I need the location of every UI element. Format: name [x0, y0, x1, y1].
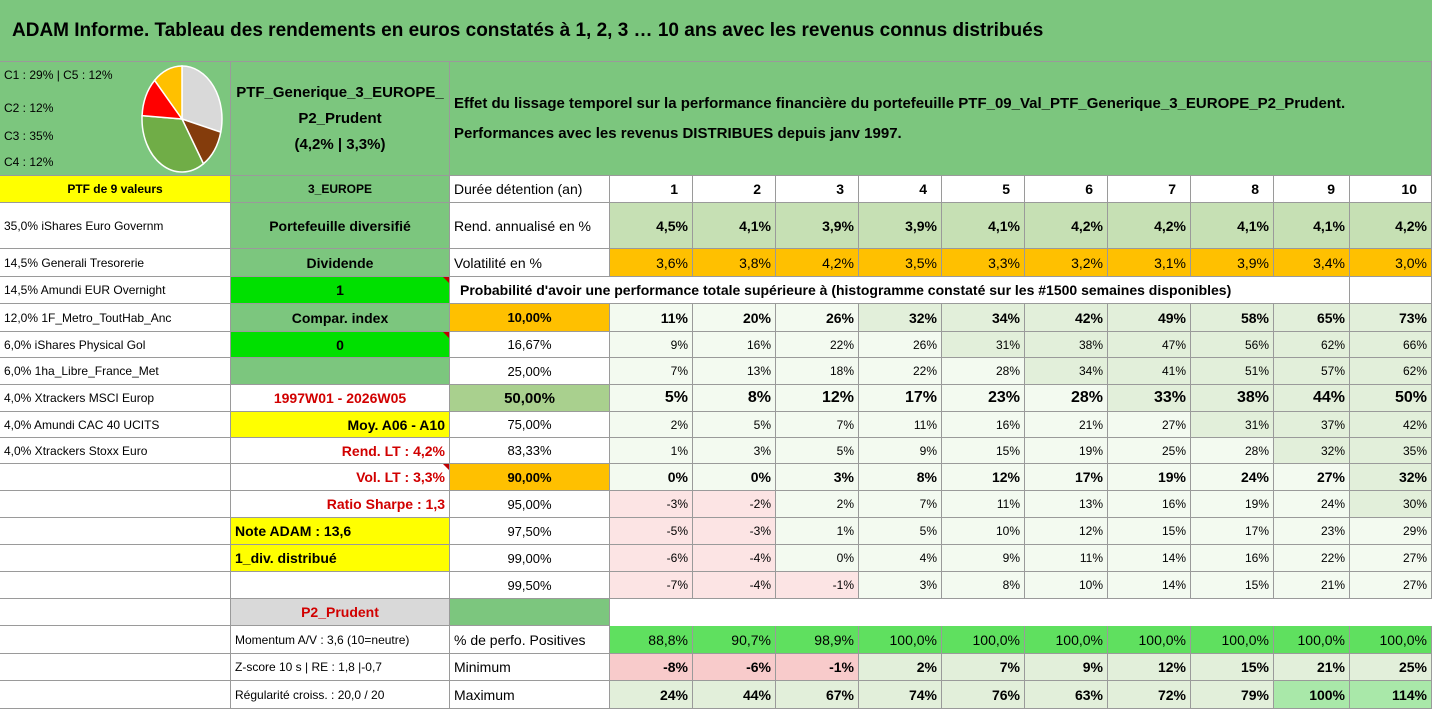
- year-header: 1: [610, 176, 693, 203]
- proba-value: 7%: [859, 491, 942, 518]
- minimum-value: -1%: [776, 654, 859, 681]
- empty-cell: [0, 464, 231, 491]
- proba-value: 62%: [1274, 332, 1350, 358]
- proba-value: 11%: [942, 491, 1025, 518]
- proba-value: 11%: [1025, 545, 1108, 572]
- year-header: 5: [942, 176, 1025, 203]
- rend-label: Rend. annualisé en %: [450, 203, 610, 249]
- maximum-value: 114%: [1350, 681, 1432, 709]
- dividende-label: Dividende: [231, 249, 450, 277]
- proba-value: -4%: [693, 572, 776, 599]
- positives-value: 100,0%: [859, 626, 942, 654]
- proba-threshold: 25,00%: [450, 358, 610, 385]
- compar-index-label: Compar. index: [231, 304, 450, 332]
- header-description: [450, 62, 1432, 176]
- proba-value: 31%: [1191, 412, 1274, 438]
- proba-value: 11%: [859, 412, 942, 438]
- proba-threshold: 90,00%: [450, 464, 610, 491]
- proba-value: 27%: [1108, 412, 1191, 438]
- minimum-value: 25%: [1350, 654, 1432, 681]
- proba-value: 0%: [610, 464, 693, 491]
- proba-value: 13%: [1025, 491, 1108, 518]
- positives-value: 100,0%: [942, 626, 1025, 654]
- proba-value: 20%: [693, 304, 776, 332]
- minimum-value: 2%: [859, 654, 942, 681]
- proba-title: Probabilité d'avoir une performance totale supérieure à (histogramme constaté sur les #1500 semaines disponibles): [450, 277, 1350, 304]
- positives-value: 100,0%: [1191, 626, 1274, 654]
- year-header: 8: [1191, 176, 1274, 203]
- category-c1-c5: C1 : 29% | C5 : 12%: [4, 68, 113, 82]
- holding-row: 4,0% Amundi CAC 40 UCITS: [0, 412, 231, 438]
- proba-threshold: 83,33%: [450, 438, 610, 464]
- category-c4: C4 : 12%: [4, 155, 54, 169]
- proba-value: 65%: [1274, 304, 1350, 332]
- proba-value: 18%: [776, 358, 859, 385]
- proba-value: 14%: [1108, 572, 1191, 599]
- comment-marker-icon: [443, 464, 449, 470]
- vol-value: 3,6%: [610, 249, 693, 277]
- portfolio-name-line2: P2_Prudent: [298, 109, 382, 127]
- empty-cell: [231, 572, 450, 599]
- rend-value: 3,9%: [859, 203, 942, 249]
- empty-cell: [0, 545, 231, 572]
- proba-value: 4%: [859, 545, 942, 572]
- proba-value: 2%: [776, 491, 859, 518]
- minimum-value: 15%: [1191, 654, 1274, 681]
- vol-value: 3,1%: [1108, 249, 1191, 277]
- vol-value: 3,2%: [1025, 249, 1108, 277]
- proba-value: 22%: [1274, 545, 1350, 572]
- report-title: ADAM Informe. Tableau des rendements en euros constatés à 1, 2, 3 … 10 ans avec les revenus connus distribués: [0, 0, 1432, 62]
- proba-value: 9%: [942, 545, 1025, 572]
- proba-value: 2%: [610, 412, 693, 438]
- maximum-label: Maximum: [450, 681, 610, 709]
- proba-value: 32%: [859, 304, 942, 332]
- proba-value: 73%: [1350, 304, 1432, 332]
- rend-value: 4,1%: [1274, 203, 1350, 249]
- comment-marker-icon: [443, 277, 449, 283]
- allocation-pie-chart: [140, 64, 224, 174]
- moyenne-label: Moy. A06 - A10: [231, 412, 450, 438]
- proba-value: 19%: [1108, 464, 1191, 491]
- compar-index-value: 0: [231, 332, 450, 358]
- empty-cell: [0, 599, 231, 626]
- year-header: 6: [1025, 176, 1108, 203]
- empty-cell: [0, 572, 231, 599]
- proba-value: 31%: [942, 332, 1025, 358]
- positives-value: 100,0%: [1274, 626, 1350, 654]
- portfolio-name-cell: [231, 62, 450, 176]
- maximum-value: 74%: [859, 681, 942, 709]
- empty-cell: [0, 681, 231, 709]
- maximum-value: 24%: [610, 681, 693, 709]
- maximum-value: 44%: [693, 681, 776, 709]
- maximum-value: 100%: [1274, 681, 1350, 709]
- proba-value: -3%: [693, 518, 776, 545]
- ptf-count-label: PTF de 9 valeurs: [0, 176, 231, 203]
- positives-value: 100,0%: [1108, 626, 1191, 654]
- proba-value: 38%: [1025, 332, 1108, 358]
- proba-value: 5%: [693, 412, 776, 438]
- regularite: Régularité croiss. : 20,0 / 20: [231, 681, 450, 709]
- rend-value: 4,2%: [1108, 203, 1191, 249]
- proba-value: 34%: [942, 304, 1025, 332]
- proba-value: 16%: [1108, 491, 1191, 518]
- proba-value: 44%: [1274, 385, 1350, 412]
- ratio-sharpe: Ratio Sharpe : 1,3: [231, 491, 450, 518]
- proba-value: 26%: [776, 304, 859, 332]
- proba-value: 23%: [1274, 518, 1350, 545]
- maximum-value: 79%: [1191, 681, 1274, 709]
- proba-value: 32%: [1350, 464, 1432, 491]
- proba-value: 21%: [1274, 572, 1350, 599]
- proba-value: 21%: [1025, 412, 1108, 438]
- header-line2: Performances avec les revenus DISTRIBUES depuis janv 1997.: [454, 124, 902, 142]
- rend-value: 3,9%: [776, 203, 859, 249]
- holding-row: 6,0% iShares Physical Gol: [0, 332, 231, 358]
- proba-threshold: 95,00%: [450, 491, 610, 518]
- proba-value: 66%: [1350, 332, 1432, 358]
- momentum: Momentum A/V : 3,6 (10=neutre): [231, 626, 450, 654]
- positives-value: 88,8%: [610, 626, 693, 654]
- zscore: Z-score 10 s | RE : 1,8 |-0,7: [231, 654, 450, 681]
- proba-value: 28%: [942, 358, 1025, 385]
- proba-threshold: 50,00%: [450, 385, 610, 412]
- note-adam: Note ADAM : 13,6: [231, 518, 450, 545]
- proba-value: 47%: [1108, 332, 1191, 358]
- maximum-value: 67%: [776, 681, 859, 709]
- empty-cell: [0, 654, 231, 681]
- proba-value: 57%: [1274, 358, 1350, 385]
- proba-value: 1%: [610, 438, 693, 464]
- year-header: 3: [776, 176, 859, 203]
- holding-row: 35,0% iShares Euro Governm: [0, 203, 231, 249]
- proba-value: 35%: [1350, 438, 1432, 464]
- proba-value: -2%: [693, 491, 776, 518]
- proba-value: 42%: [1350, 412, 1432, 438]
- proba-value: 8%: [859, 464, 942, 491]
- category-c3: C3 : 35%: [4, 129, 54, 143]
- year-header: 10: [1350, 176, 1432, 203]
- vol-value: 3,3%: [942, 249, 1025, 277]
- proba-value: 19%: [1191, 491, 1274, 518]
- vol-label: Volatilité en %: [450, 249, 610, 277]
- minimum-value: -8%: [610, 654, 693, 681]
- proba-value: 24%: [1274, 491, 1350, 518]
- holding-row: 4,0% Xtrackers Stoxx Euro: [0, 438, 231, 464]
- proba-value: 11%: [610, 304, 693, 332]
- proba-value: 7%: [776, 412, 859, 438]
- proba-value: 30%: [1350, 491, 1432, 518]
- portfolio-type: Portefeuille diversifié: [231, 203, 450, 249]
- proba-value: 0%: [693, 464, 776, 491]
- proba-value: 17%: [1191, 518, 1274, 545]
- proba-value: 27%: [1274, 464, 1350, 491]
- dividende-value: 1: [231, 277, 450, 304]
- proba-value: 22%: [859, 358, 942, 385]
- proba-value: 62%: [1350, 358, 1432, 385]
- proba-value: 12%: [942, 464, 1025, 491]
- rend-value: 4,1%: [693, 203, 776, 249]
- proba-value: 19%: [1025, 438, 1108, 464]
- minimum-label: Minimum: [450, 654, 610, 681]
- proba-value: 12%: [776, 385, 859, 412]
- proba-value: 8%: [693, 385, 776, 412]
- proba-threshold: 75,00%: [450, 412, 610, 438]
- minimum-value: 9%: [1025, 654, 1108, 681]
- proba-value: 10%: [1025, 572, 1108, 599]
- portfolio-name-line1: PTF_Generique_3_EUROPE_: [236, 83, 444, 101]
- comment-marker-icon: [443, 332, 449, 338]
- proba-value: 5%: [859, 518, 942, 545]
- proba-value: 3%: [776, 464, 859, 491]
- proba-value: 22%: [776, 332, 859, 358]
- proba-value: 32%: [1274, 438, 1350, 464]
- proba-threshold: 10,00%: [450, 304, 610, 332]
- proba-value: -6%: [610, 545, 693, 572]
- period-range: 1997W01 - 2026W05: [231, 385, 450, 412]
- proba-value: 15%: [942, 438, 1025, 464]
- proba-value: 16%: [1191, 545, 1274, 572]
- proba-value: 16%: [942, 412, 1025, 438]
- profile-label: P2_Prudent: [231, 599, 450, 626]
- vol-value: 3,4%: [1274, 249, 1350, 277]
- proba-value: 41%: [1108, 358, 1191, 385]
- rend-value: 4,1%: [1191, 203, 1274, 249]
- vol-value: 3,9%: [1191, 249, 1274, 277]
- rend-value: 4,1%: [942, 203, 1025, 249]
- duree-label: Durée détention (an): [450, 176, 610, 203]
- empty-cell: [0, 626, 231, 654]
- proba-value: 8%: [942, 572, 1025, 599]
- proba-value: 51%: [1191, 358, 1274, 385]
- holding-row: 14,5% Generali Tresorerie: [0, 249, 231, 277]
- proba-value: -4%: [693, 545, 776, 572]
- proba-threshold: 16,67%: [450, 332, 610, 358]
- holding-row: 4,0% Xtrackers MSCI Europ: [0, 385, 231, 412]
- proba-value: 14%: [1108, 545, 1191, 572]
- empty-cell: [450, 599, 610, 626]
- dividend-distributed: 1_div. distribué: [231, 545, 450, 572]
- proba-value: 5%: [610, 385, 693, 412]
- rend-lt: Rend. LT : 4,2%: [231, 438, 450, 464]
- proba-value: 42%: [1025, 304, 1108, 332]
- rend-value: 4,5%: [610, 203, 693, 249]
- minimum-value: -6%: [693, 654, 776, 681]
- maximum-value: 72%: [1108, 681, 1191, 709]
- vol-value: 3,5%: [859, 249, 942, 277]
- maximum-value: 76%: [942, 681, 1025, 709]
- rend-value: 4,2%: [1350, 203, 1432, 249]
- proba-value: 29%: [1350, 518, 1432, 545]
- holding-row: 6,0% 1ha_Libre_France_Met: [0, 358, 231, 385]
- proba-value: 25%: [1108, 438, 1191, 464]
- empty-cell: [0, 491, 231, 518]
- minimum-value: 12%: [1108, 654, 1191, 681]
- proba-value: 27%: [1350, 572, 1432, 599]
- proba-value: 10%: [942, 518, 1025, 545]
- proba-value: 37%: [1274, 412, 1350, 438]
- proba-value: -1%: [776, 572, 859, 599]
- proba-value: 50%: [1350, 385, 1432, 412]
- proba-value: 33%: [1108, 385, 1191, 412]
- positives-label: % de perfo. Positives: [450, 626, 610, 654]
- proba-value: 12%: [1025, 518, 1108, 545]
- proba-value: 16%: [693, 332, 776, 358]
- proba-value: 3%: [859, 572, 942, 599]
- proba-value: 24%: [1191, 464, 1274, 491]
- proba-value: -3%: [610, 491, 693, 518]
- holding-row: 12,0% 1F_Metro_ToutHab_Anc: [0, 304, 231, 332]
- proba-value: 28%: [1191, 438, 1274, 464]
- proba-threshold: 97,50%: [450, 518, 610, 545]
- rend-value: 4,2%: [1025, 203, 1108, 249]
- proba-value: 1%: [776, 518, 859, 545]
- proba-value: 9%: [610, 332, 693, 358]
- minimum-value: 7%: [942, 654, 1025, 681]
- header-line1: Effet du lissage temporel sur la performance financière du portefeuille PTF_09_Val_PTF_Generique_3_EUROPE_P2_Prudent.: [454, 94, 1346, 112]
- proba-value: 56%: [1191, 332, 1274, 358]
- year-header: 9: [1274, 176, 1350, 203]
- proba-value: 17%: [1025, 464, 1108, 491]
- vol-value: 3,8%: [693, 249, 776, 277]
- category-c2: C2 : 12%: [4, 101, 54, 115]
- proba-value: 27%: [1350, 545, 1432, 572]
- proba-value: 26%: [859, 332, 942, 358]
- maximum-value: 63%: [1025, 681, 1108, 709]
- portfolio-stats: (4,2% | 3,3%): [294, 135, 386, 153]
- proba-value: 58%: [1191, 304, 1274, 332]
- positives-value: 100,0%: [1025, 626, 1108, 654]
- proba-value: 5%: [776, 438, 859, 464]
- proba-value: 9%: [859, 438, 942, 464]
- year-header: 2: [693, 176, 776, 203]
- zone-label: 3_EUROPE: [231, 176, 450, 203]
- vol-value: 4,2%: [776, 249, 859, 277]
- minimum-value: 21%: [1274, 654, 1350, 681]
- proba-value: 34%: [1025, 358, 1108, 385]
- positives-value: 100,0%: [1350, 626, 1432, 654]
- empty-cell: [0, 518, 231, 545]
- proba-value: 28%: [1025, 385, 1108, 412]
- proba-value: 7%: [610, 358, 693, 385]
- vol-lt: Vol. LT : 3,3%: [231, 464, 450, 491]
- year-header: 4: [859, 176, 942, 203]
- proba-value: 13%: [693, 358, 776, 385]
- proba-value: 15%: [1108, 518, 1191, 545]
- proba-value: -7%: [610, 572, 693, 599]
- proba-value: 17%: [859, 385, 942, 412]
- empty-cell: [231, 358, 450, 385]
- empty-cell: [1350, 277, 1432, 304]
- proba-value: 49%: [1108, 304, 1191, 332]
- holding-row: 14,5% Amundi EUR Overnight: [0, 277, 231, 304]
- proba-value: 15%: [1191, 572, 1274, 599]
- proba-value: -5%: [610, 518, 693, 545]
- proba-value: 23%: [942, 385, 1025, 412]
- positives-value: 98,9%: [776, 626, 859, 654]
- proba-value: 3%: [693, 438, 776, 464]
- proba-threshold: 99,50%: [450, 572, 610, 599]
- year-header: 7: [1108, 176, 1191, 203]
- positives-value: 90,7%: [693, 626, 776, 654]
- proba-value: 38%: [1191, 385, 1274, 412]
- proba-value: 0%: [776, 545, 859, 572]
- proba-threshold: 99,00%: [450, 545, 610, 572]
- vol-value: 3,0%: [1350, 249, 1432, 277]
